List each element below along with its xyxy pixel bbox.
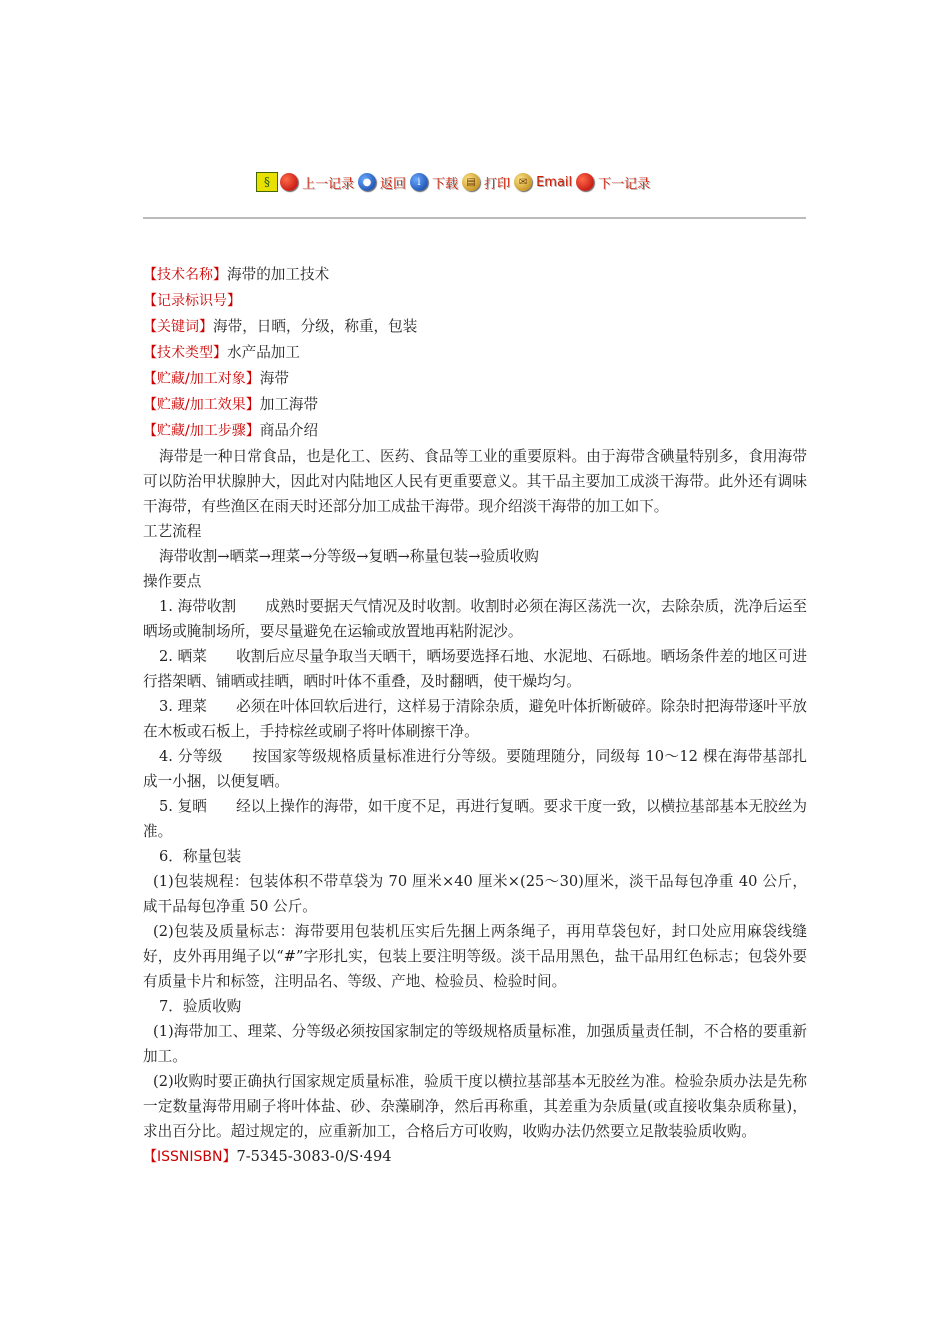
prev-record-button[interactable]: [280, 173, 354, 192]
tech-type-field: [143, 340, 807, 366]
op-step-3: 3. 理菜 必须在叶体回软后进行，这样易于清除杂质，避免叶体折断破碎。除杂时把海带逐叶平放在木板或石板上，手持棕丝或刷子将叶体刷擦干净。: [143, 698, 807, 740]
field-value: 7-5345-3083-0/S·494: [236, 1148, 392, 1165]
isbn-field: [143, 1144, 807, 1170]
drop-icon: ●: [358, 173, 376, 191]
intro-paragraph: 海带是一种日常食品，也是化工、医药、食品等工业的重要原料。由于海带含碘量特别多，食用海带可以防治甲状腺肿大，因此对内陆地区人民有更重要意义。其干品主要加工成淡干海带。此外还有调味干海带，有些渔区在雨天时还部分加工成盐干海带。现介绍淡干海带的加工如下。: [143, 448, 807, 515]
op-step-5: 5. 复晒 经以上操作的海带，如干度不足，再进行复晒。要求干度一致，以横拉基部基本无胶丝为准。: [143, 798, 807, 840]
prev-record-label: 上一记录: [302, 176, 355, 192]
download-label: 下载: [432, 176, 459, 192]
record-id-field: [143, 288, 807, 314]
site-logo-icon: §: [256, 172, 278, 192]
op-step-1: 1. 海带收割 成熟时要据天气情况及时收割。收割时必须在海区荡洗一次，去除杂质，洗净后运至晒场或腌制场所，要尽量避免在运输或放置地再粘附泥沙。: [143, 598, 807, 640]
steps-field: [143, 418, 807, 444]
field-label: 【技术名称】: [143, 267, 227, 283]
field-value: 水产品加工: [227, 344, 300, 361]
field-value: 海带，日晒，分级，称重，包装: [213, 318, 418, 335]
field-label: 【ISSNISBN】: [143, 1149, 237, 1165]
printer-icon: ▤: [462, 173, 480, 191]
divider: [143, 217, 806, 219]
record-content: [143, 262, 807, 1170]
effect-field: [143, 392, 807, 418]
back-label: 返回: [380, 176, 407, 192]
field-label: 【贮藏/加工效果】: [143, 397, 260, 413]
print-label: 打印: [484, 176, 511, 192]
field-label: 【技术类型】: [143, 345, 227, 361]
field-label: 【贮藏/加工步骤】: [143, 423, 260, 439]
op-step-7: 7．验质收购: [159, 998, 242, 1015]
record-toolbar: [256, 170, 654, 194]
op-step-6: 6．称量包装: [159, 848, 242, 865]
op-step-6-2: (2)包装及质量标志：海带要用包装机压实后先捆上两条绳子，再用草袋包好，封口处应用麻袋线缝好，皮外再用绳子以“#”字形扎实，包装上要注明等级。淡干品用黑色，盐干品用红色标志；包袋外要有质量卡片和标签，注明品名、等级、产地、检验员、检验时间。: [143, 923, 807, 990]
red-ball-icon: [576, 173, 594, 191]
process-title: 工艺流程: [143, 523, 202, 540]
field-label: 【关键词】: [143, 319, 213, 335]
back-button[interactable]: [358, 173, 406, 192]
tech-name-field: [143, 262, 807, 288]
download-button[interactable]: [410, 173, 458, 192]
field-value: 海带的加工技术: [227, 266, 330, 283]
info-icon: i: [410, 173, 428, 191]
field-value: 海带: [259, 370, 289, 387]
op-step-7-2: (2)收购时要正确执行国家规定质量标准，验质干度以横拉基部基本无胶丝为准。检验杂质办法是先称一定数量海带用刷子将叶体盐、砂、杂藻刷净，然后再称重，其差重为杂质量(或直接收集杂质称量)，求出百分比。超过规定的，应重新加工，合格后方可收购，收购办法仍然要立足散装验质收购。: [143, 1073, 807, 1140]
next-record-button[interactable]: [576, 173, 650, 192]
op-step-2: 2. 晒菜 收割后应尽量争取当天晒干，晒场要选择石地、水泥地、石砾地。晒场条件差的地区可进行搭架晒、铺晒或挂晒，晒时叶体不重叠，及时翻晒，使干燥均匀。: [143, 648, 807, 690]
object-field: [143, 366, 807, 392]
op-step-4: 4. 分等级 按国家等级规格质量标准进行分等级。要随理随分，同级每 10～12 棵在海带基部扎成一小捆，以便复晒。: [143, 748, 807, 790]
keywords-field: [143, 314, 807, 340]
ops-title: 操作要点: [143, 573, 202, 590]
print-button[interactable]: [462, 173, 510, 192]
next-record-label: 下一记录: [598, 176, 651, 192]
op-step-6-1: (1)包装规程：包装体积不带草袋为 70 厘米×40 厘米×(25～30)厘米，淡干品每包净重 40 公斤，咸干品每包净重 50 公斤。: [143, 873, 807, 915]
email-button[interactable]: [514, 173, 572, 191]
op-step-7-1: (1)海带加工、理菜、分等级必须按国家制定的等级规格质量标准，加强质量责任制，不合格的要重新加工。: [143, 1023, 807, 1065]
process-flow: 海带收割→晒菜→理菜→分等级→复晒→称量包装→验质收购: [159, 548, 539, 565]
field-value: 商品介绍: [259, 422, 319, 439]
field-label: 【贮藏/加工对象】: [143, 371, 260, 387]
email-label: Email: [536, 174, 573, 190]
envelope-icon: ✉: [514, 173, 532, 191]
field-label: 【记录标识号】: [143, 293, 241, 309]
red-ball-icon: [280, 173, 298, 191]
field-value: 加工海带: [259, 396, 319, 413]
